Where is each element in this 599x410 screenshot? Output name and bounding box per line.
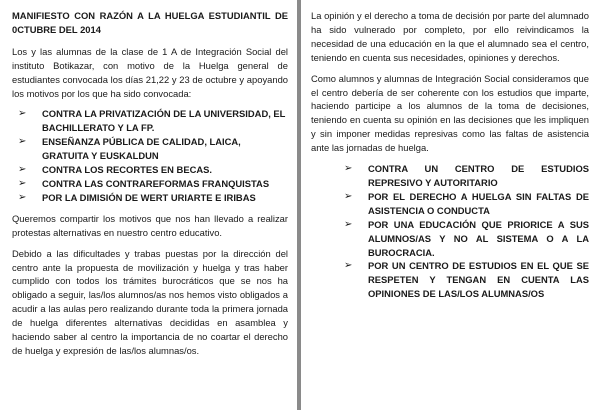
document-title: MANIFIESTO CON RAZÓN A LA HUELGA ESTUDIANTIL DE 0CTUBRE DEL 2014 — [12, 10, 288, 35]
demand-text: CONTRA LAS CONTRAREFORMAS FRANQUISTAS — [42, 177, 270, 189]
left-demands-list — [12, 107, 288, 204]
list-item — [12, 107, 288, 135]
motives-paragraph: Queremos compartir los motivos que nos han llevado a realizar protestas alternativas en nuestro centro educativo. — [12, 212, 288, 238]
demand-text: POR EL DERECHO A HUELGA SIN FALTAS DE ASISTENCIA O CONDUCTA — [368, 190, 589, 216]
list-item — [338, 259, 589, 301]
list-item — [338, 218, 589, 260]
demand-text: CONTRA UN CENTRO DE ESTUDIOS REPRESIVO Y AUTORITARIO — [368, 163, 589, 188]
column-divider — [297, 0, 301, 410]
list-item — [12, 135, 288, 163]
list-item — [12, 177, 288, 191]
arrow-bullet-icon: ➢ — [18, 164, 27, 176]
list-item — [12, 163, 288, 177]
arrow-bullet-icon: ➢ — [18, 108, 27, 120]
intro-paragraph: Los y las alumnas de la clase de 1 A de Integración Social del instituto Botikazar, con motivo de la Huelga general de estudiantes convocada los días 21,22 y 23 de octubre y apoyando los motivos por los que ha sido convocada: — [12, 45, 288, 99]
list-item — [338, 190, 589, 218]
right-demands-list — [338, 162, 589, 301]
arrow-bullet-icon: ➢ — [18, 191, 27, 203]
arrow-bullet-icon: ➢ — [18, 136, 27, 148]
arrow-bullet-icon: ➢ — [344, 260, 353, 272]
left-column — [12, 9, 288, 365]
arrow-bullet-icon: ➢ — [18, 177, 27, 189]
demand-text: CONTRA LOS RECORTES EN BECAS. — [42, 164, 212, 176]
demand-text: CONTRA LA PRIVATIZACIÓN DE LA UNIVERSIDAD, EL BACHILLERATO Y LA FP. — [42, 108, 286, 134]
demand-text: POR UN CENTRO DE ESTUDIOS EN EL QUE SE RESPETEN Y TENGAN EN CUENTA LAS OPINIONES DE LAS/LOS ALUMNAS/OS — [368, 260, 589, 300]
arrow-bullet-icon: ➢ — [344, 163, 353, 175]
list-item — [338, 162, 589, 190]
right-column — [311, 9, 589, 308]
coherence-paragraph: Como alumnos y alumnas de Integración Social consideramos que el centro debería de ser coherente con los estudios que imparte, haciendo participe a los alumnos de la toma de decisiones, teniendo en cuenta su opinión en las decisiones que les impliquen y sin imponer medidas represivas como las faltas de asistencia ante las jornadas de huelga. — [311, 72, 589, 154]
arrow-bullet-icon: ➢ — [344, 218, 353, 230]
difficulties-paragraph: Debido a las dificultades y trabas puestas por la dirección del centro ante la propuesta de movilización y huelga y tras haber cumplido con todos los trámites burocráticos que se nos ha obligado a seguir, las/los alumnos/as nos hemos visto obligados a acudir a las aulas pero realizando durante toda la primera jornada de huelga diferentes alternativas decididas en asamblea y haciendo saber al centro la importancia de no coartar el derecho de huelga y expresión de las/los alumnas/os. — [12, 247, 288, 356]
demand-text: ENSEÑANZA PÚBLICA DE CALIDAD, LAICA, GRATUITA Y EUSKALDUN — [42, 136, 241, 162]
list-item — [12, 191, 288, 205]
demand-text: POR LA DIMISIÓN DE WERT URIARTE E IRIBAS — [42, 191, 256, 203]
opinion-paragraph: La opinión y el derecho a toma de decisión por parte del alumnado ha sido vulnerado por completo, por ello reivindicamos la necesidad de una educación en la que el alumnado sea el centro, teniendo en cuenta sus necesidades, opiniones y derechos. — [311, 10, 589, 63]
demand-text: POR UNA EDUCACIÓN QUE PRIORICE A SUS ALUMNOS/AS Y NO AL SISTEMA O A LA BUROCRACIA. — [368, 218, 589, 258]
arrow-bullet-icon: ➢ — [344, 190, 353, 202]
